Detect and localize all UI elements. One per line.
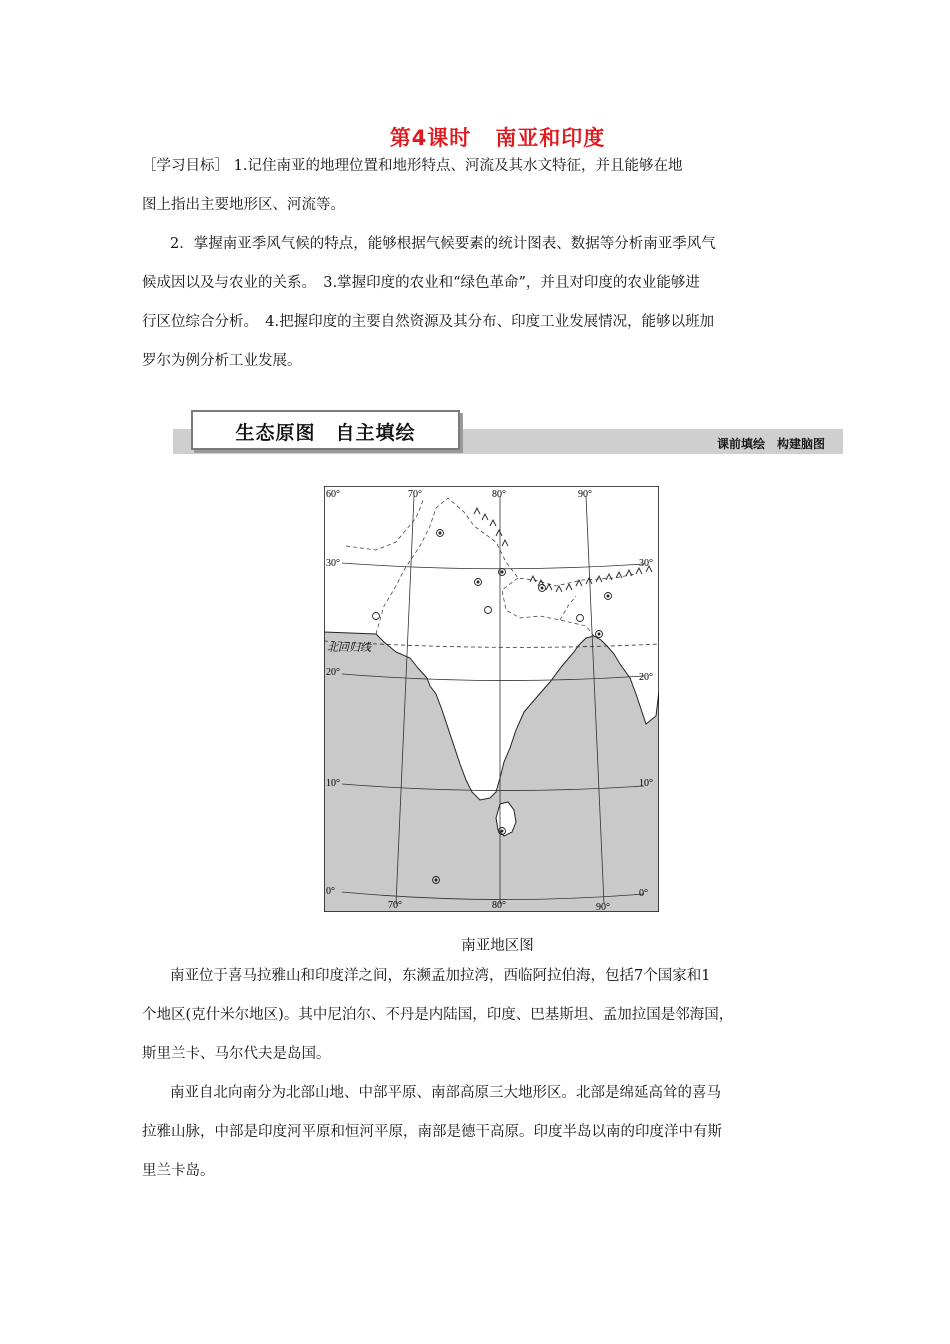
bottom-lon-70: 70° xyxy=(388,900,402,911)
section-banner xyxy=(173,410,843,454)
right-lat-20: 20° xyxy=(639,672,653,683)
lesson-number: 第4课时 xyxy=(389,126,472,150)
right-lat-10: 10° xyxy=(639,778,653,789)
top-lon-80: 80° xyxy=(492,489,506,500)
right-lat-30: 30° xyxy=(639,558,653,569)
top-lon-90: 90° xyxy=(578,489,592,500)
objective-text: 1.记住南亚的地理位置和地形特点、河流及其水文特征，并且能够在地 xyxy=(233,158,683,174)
body-p1-line-1: 南亚位于喜马拉雅山和印度洋之间，东濒孟加拉湾，西临阿拉伯海，包括7个国家和1 xyxy=(170,968,711,984)
left-lat-10: 10° xyxy=(326,778,340,789)
objectives-line-3: 2．掌握南亚季风气候的特点，能够根据气候要素的统计图表、数据等分析南亚季风气 xyxy=(170,236,716,252)
bottom-lon-80: 80° xyxy=(492,900,506,911)
map-caption: 南亚地区图 xyxy=(461,938,534,954)
objectives-line-5: 行区位综合分析。 4.把握印度的主要自然资源及其分布、印度工业发展情况，能够以班加 xyxy=(142,314,715,330)
objectives-line-1 xyxy=(142,147,812,186)
body-p2-line-2: 拉雅山脉，中部是印度河平原和恒河平原，南部是德干高原。印度半岛以南的印度洋中有斯 xyxy=(142,1124,722,1140)
bottom-lon-90: 90° xyxy=(596,902,610,912)
objectives-line-4: 候成因以及与农业的关系。 3.掌握印度的农业和“绿色革命”，并且对印度的农业能够进 xyxy=(142,275,700,291)
objectives-line-6: 罗尔为例分析工业发展。 xyxy=(142,353,302,369)
left-lat-20: 20° xyxy=(326,667,340,678)
left-lat-30: 30° xyxy=(326,558,340,569)
banner-subtitle: 课前填绘 构建脑图 xyxy=(716,437,825,451)
right-lat-0: 0° xyxy=(639,888,648,899)
body-p2-line-1: 南亚自北向南分为北部山地、中部平原、南部高原三大地形区。北部是绵延高耸的喜马 xyxy=(170,1085,721,1101)
body-p1-line-3: 斯里兰卡、马尔代夫是岛国。 xyxy=(142,1046,331,1062)
left-lat-0: 0° xyxy=(326,886,335,897)
top-lon-70: 70° xyxy=(408,489,422,500)
body-p2-line-3: 里兰卡岛。 xyxy=(142,1163,215,1179)
lesson-title: 南亚和印度 xyxy=(495,126,606,150)
objectives-line-2: 图上指出主要地形区、河流等。 xyxy=(142,197,345,213)
top-lon-60: 60° xyxy=(326,489,340,500)
objectives-label: ［学习目标］ xyxy=(142,158,229,174)
body-p1-line-2: 个地区(克什米尔地区)。其中尼泊尔、不丹是内陆国，印度、巴基斯坦、孟加拉国是邻海国， xyxy=(142,1007,734,1023)
tropic-of-cancer-label: 北回归线 xyxy=(327,642,371,654)
banner-title: 生态原图 自主填绘 xyxy=(235,422,416,444)
south-asia-map xyxy=(324,486,659,912)
banner-title-box xyxy=(191,410,460,450)
